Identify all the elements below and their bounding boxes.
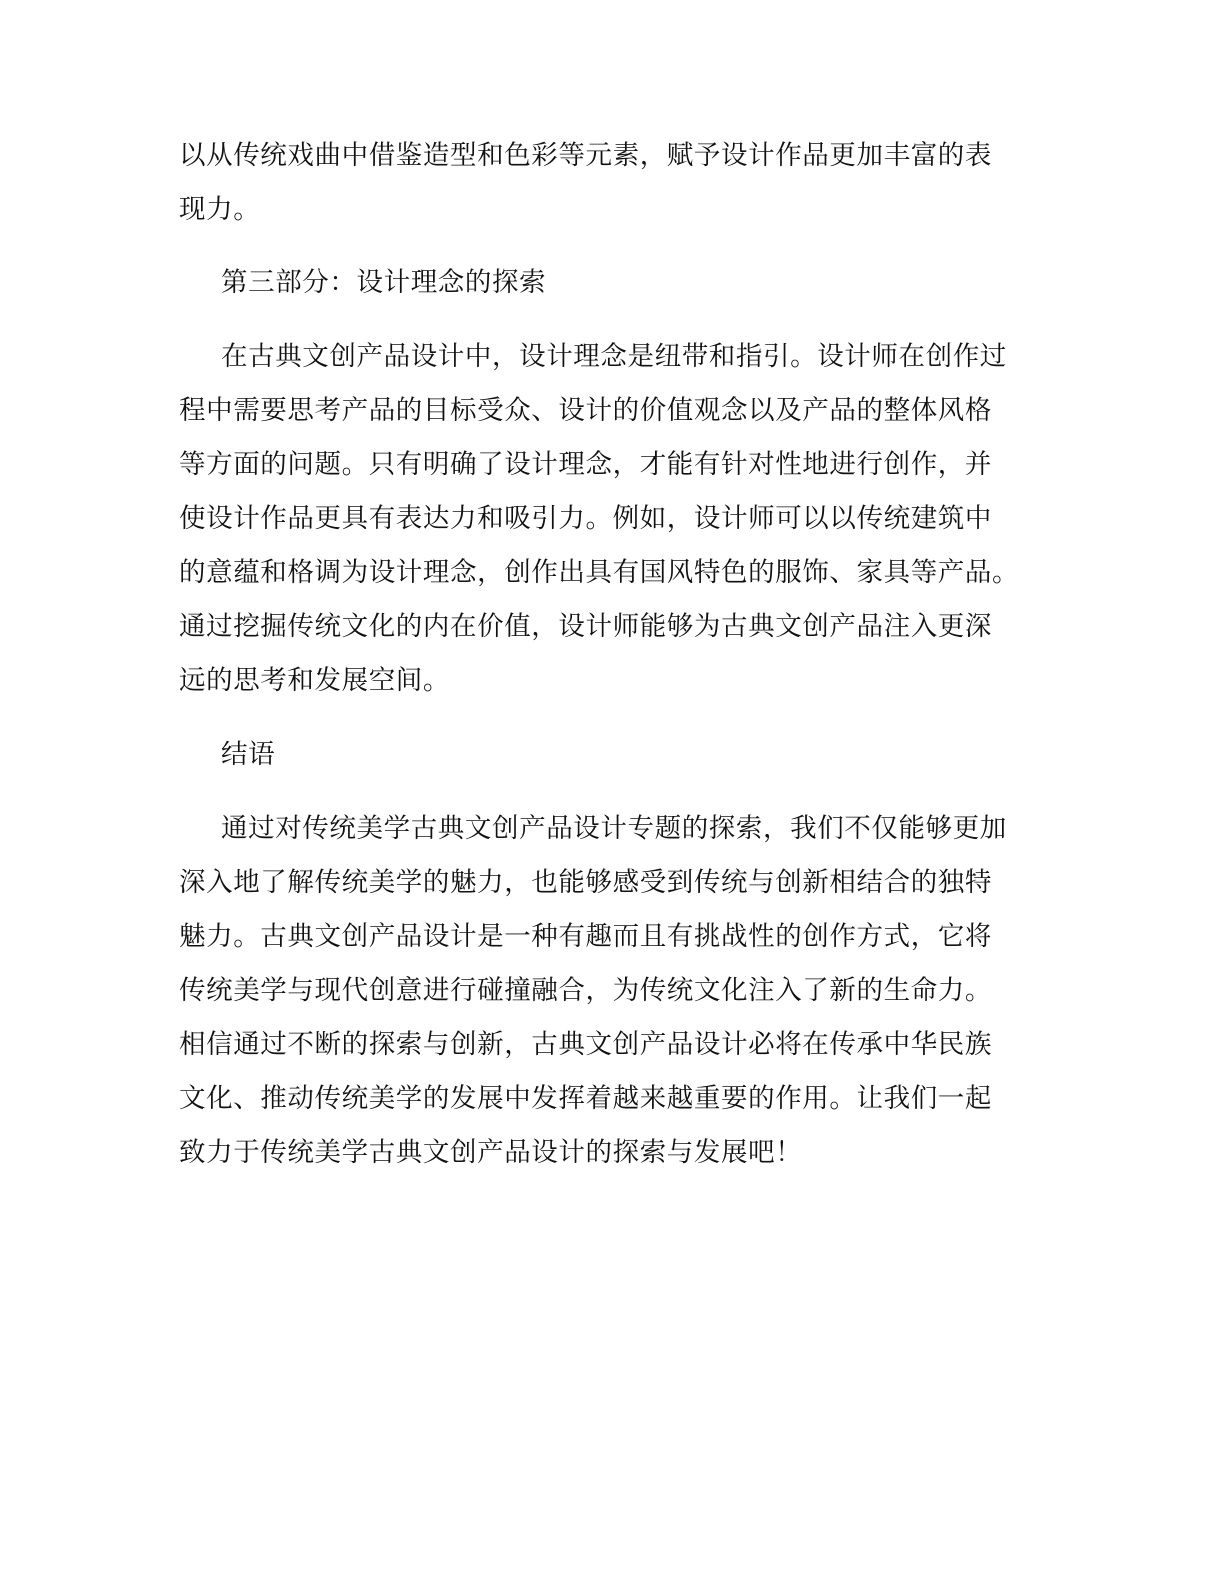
paragraph-line: 魅力。古典文创产品设计是一种有趣而且有挑战性的创作方式，它将 [179, 921, 992, 952]
paragraph-line: 使设计作品更具有表达力和吸引力。例如，设计师可以以传统建筑中 [179, 503, 992, 534]
paragraph-line: 通过挖掘传统文化的内在价值，设计师能够为古典文创产品注入更深 [179, 611, 992, 642]
paragraph-line: 以从传统戏曲中借鉴造型和色彩等元素，赋予设计作品更加丰富的表 [179, 140, 992, 171]
paragraph-line: 文化、推动传统美学的发展中发挥着越来越重要的作用。让我们一起 [179, 1083, 992, 1114]
paragraph-line: 等方面的问题。只有明确了设计理念，才能有针对性地进行创作，并 [179, 449, 992, 480]
paragraph-line: 的意蕴和格调为设计理念，创作出具有国风特色的服饰、家具等产品。 [179, 557, 1020, 588]
paragraph-line: 传统美学与现代创意进行碰撞融合，为传统文化注入了新的生命力。 [179, 975, 992, 1006]
paragraph-line: 在古典文创产品设计中，设计理念是纽带和指引。设计师在创作过 [221, 341, 1007, 372]
section-heading: 第三部分：设计理念的探索 [221, 267, 547, 298]
paragraph-line: 程中需要思考产品的目标受众、设计的价值观念以及产品的整体风格 [179, 395, 992, 426]
paragraph-line: 深入地了解传统美学的魅力，也能够感受到传统与创新相结合的独特 [179, 867, 992, 898]
paragraph-line: 相信通过不断的探索与创新，古典文创产品设计必将在传承中华民族 [179, 1029, 992, 1060]
paragraph-line: 远的思考和发展空间。 [179, 665, 450, 696]
paragraph-line: 致力于传统美学古典文创产品设计的探索与发展吧！ [179, 1137, 803, 1168]
section-heading: 结语 [221, 739, 276, 770]
paragraph-line: 现力。 [179, 194, 261, 225]
paragraph-line: 通过对传统美学古典文创产品设计专题的探索，我们不仅能够更加 [221, 813, 1007, 844]
